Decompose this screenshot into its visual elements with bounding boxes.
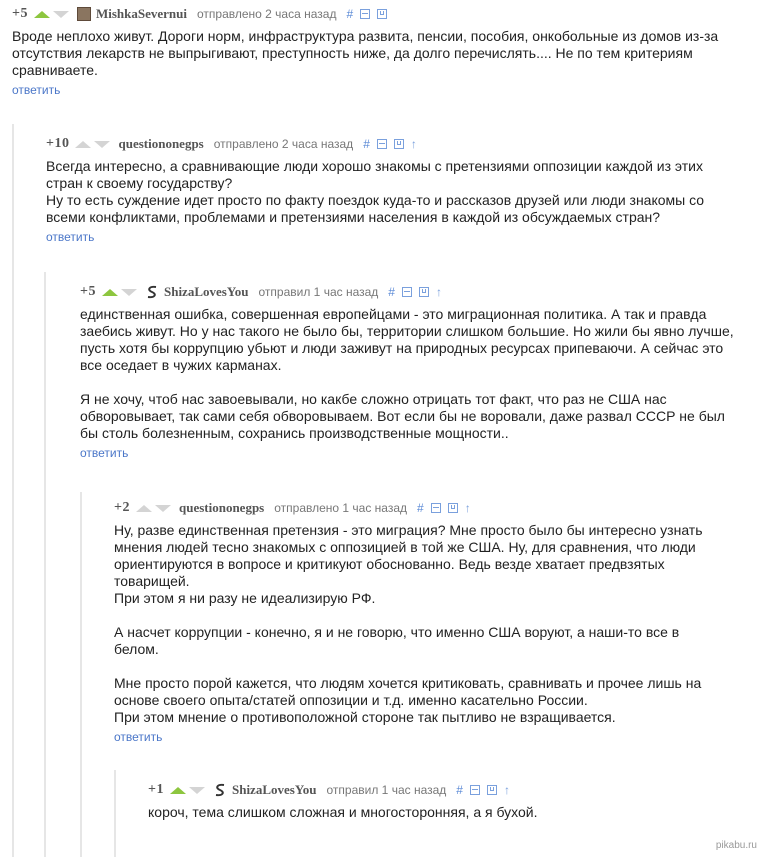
- downvote-icon[interactable]: [189, 787, 205, 794]
- comment-paragraph: единственная ошибка, совершенная европейцами - это миграционная политика. А так и правда заебись живут. Но у нас такого не было бы, территории слишком большие. Но жили бы явно лучше, пусть хотя бы коррупцию убьют и люди заживут на природных ресурсах припеваючи. А сейчас это все оседает в чужих карманах.: [80, 306, 734, 373]
- avatar[interactable]: [213, 783, 227, 797]
- save-icon[interactable]: [377, 9, 387, 19]
- permalink-icon[interactable]: #: [346, 7, 354, 21]
- comment-timestamp: отправлено 2 часа назад: [213, 137, 354, 151]
- comment: [114, 498, 734, 746]
- avatar[interactable]: [145, 285, 159, 299]
- comment-paragraph: Мне просто порой кажется, что людям хочется критиковать, сравнивать и прочее лишь на основе своего опыта/статей оппозиции и т.д. именно касательно России.: [114, 675, 702, 708]
- parent-arrow-icon[interactable]: ↑: [464, 501, 471, 515]
- save-icon[interactable]: [448, 503, 458, 513]
- comment-rating: +5: [12, 6, 28, 21]
- upvote-icon[interactable]: [102, 289, 118, 296]
- save-icon[interactable]: [487, 785, 497, 795]
- comment-body: [148, 804, 728, 821]
- downvote-icon[interactable]: [155, 505, 171, 512]
- comment-paragraph: Ну то есть суждение идет просто по факту поездок куда-то и рассказов друзей или люди знакомы со всеми конфликтами, проблемами и претензиями населения в каждой из обсуждаемых стран?: [46, 192, 705, 225]
- upvote-icon[interactable]: [75, 141, 91, 148]
- comment-rating: +5: [80, 284, 96, 299]
- reply-link[interactable]: ответить: [114, 730, 163, 744]
- comment-rating: +1: [148, 782, 164, 797]
- comment-paragraph: Вроде неплохо живут. Дороги норм, инфраструктура развита, пенсии, пособия, онкобольные из домов из-за отсутствия лекарств не выпрыгивают, преступность ниже, да долго перечислять.... Не по тем критериям сравниваете.: [12, 28, 719, 78]
- comment-timestamp: отправил 1 час назад: [326, 783, 447, 797]
- comment-timestamp: отправил 1 час назад: [258, 285, 379, 299]
- watermark: pikabu.ru: [715, 840, 757, 851]
- parent-arrow-icon[interactable]: ↑: [410, 137, 417, 151]
- comment-body: [114, 522, 714, 726]
- comment-header: [46, 134, 746, 154]
- comment-timestamp: отправлено 2 часа назад: [197, 7, 337, 21]
- comment-header: [80, 282, 750, 302]
- collapse-icon[interactable]: [377, 139, 387, 149]
- comment: [80, 282, 750, 462]
- reply-link[interactable]: ответить: [12, 83, 61, 97]
- thread-rail: [80, 492, 82, 857]
- upvote-icon[interactable]: [170, 787, 186, 794]
- comment: [12, 4, 752, 99]
- permalink-icon[interactable]: #: [417, 501, 424, 515]
- comment: [46, 134, 746, 246]
- downvote-icon[interactable]: [53, 11, 69, 18]
- permalink-icon[interactable]: #: [388, 285, 395, 299]
- avatar[interactable]: [77, 7, 91, 21]
- parent-arrow-icon[interactable]: ↑: [435, 285, 442, 299]
- thread-rail: [114, 770, 116, 857]
- comment-body: [46, 158, 736, 226]
- comment-paragraph: При этом мнение о противоположной стороне так пытливо не взращивается.: [114, 709, 616, 725]
- collapse-icon[interactable]: [470, 785, 480, 795]
- comment-body: [12, 28, 752, 79]
- comment-header: [148, 780, 748, 800]
- downvote-icon[interactable]: [94, 141, 110, 148]
- comment-timestamp: отправлено 1 час назад: [274, 501, 408, 515]
- comment-author[interactable]: MishkaSevernui: [95, 6, 187, 21]
- collapse-icon[interactable]: [431, 503, 441, 513]
- comment-paragraph: Я не хочу, чтоб нас завоевывали, но какбе сложно отрицать тот факт, что раз не США нас обворовывает, так сами себя обворовываем. Вот если бы не воровали, даже развал СССР не был бы столь болезненным, сохранись производственные мощности..: [80, 391, 725, 441]
- thread-rail: [12, 124, 14, 857]
- reply-link[interactable]: ответить: [46, 230, 95, 244]
- comment-paragraph: короч, тема слишком сложная и многосторонняя, а я бухой.: [148, 804, 538, 820]
- comment-author[interactable]: questiononegps: [178, 500, 265, 515]
- downvote-icon[interactable]: [121, 289, 137, 296]
- save-icon[interactable]: [394, 139, 404, 149]
- comment-paragraph: А насчет коррупции - конечно, я и не говорю, что именно США воруют, а наши-то все в белом.: [114, 624, 680, 657]
- collapse-icon[interactable]: [402, 287, 412, 297]
- comment-rating: +10: [46, 136, 70, 151]
- comment: [148, 780, 748, 821]
- comment-rating: +2: [114, 500, 130, 515]
- permalink-icon[interactable]: #: [456, 783, 463, 797]
- comment-body: [80, 306, 740, 442]
- comment-paragraph: Всегда интересно, а сравнивающие люди хорошо знакомы с претензиями оппозиции каждой из этих стран к своему государству?: [46, 158, 703, 191]
- comment-header: [114, 498, 734, 518]
- comment-author[interactable]: questiononegps: [118, 136, 204, 151]
- thread-rail: [44, 272, 46, 857]
- parent-arrow-icon[interactable]: ↑: [503, 783, 510, 797]
- comment-paragraph: При этом я ни разу не идеализирую РФ.: [114, 590, 376, 606]
- upvote-icon[interactable]: [136, 505, 152, 512]
- reply-link[interactable]: ответить: [80, 446, 129, 460]
- comment-author[interactable]: ShizaLovesYou: [231, 782, 317, 797]
- upvote-icon[interactable]: [34, 11, 50, 18]
- comment-header: [12, 4, 752, 24]
- comment-paragraph: Ну, разве единственная претензия - это миграция? Мне просто было бы интересно узнать мнения людей тесно знакомых с оппозицией в той же США. Ну, для сравнения, что люди ориентируются в вопросе и критикуют обоснованно. Ведь везде хватает предвзятых товарищей.: [114, 522, 703, 589]
- collapse-icon[interactable]: [360, 9, 370, 19]
- permalink-icon[interactable]: #: [363, 137, 370, 151]
- save-icon[interactable]: [419, 287, 429, 297]
- comment-author[interactable]: ShizaLovesYou: [163, 284, 249, 299]
